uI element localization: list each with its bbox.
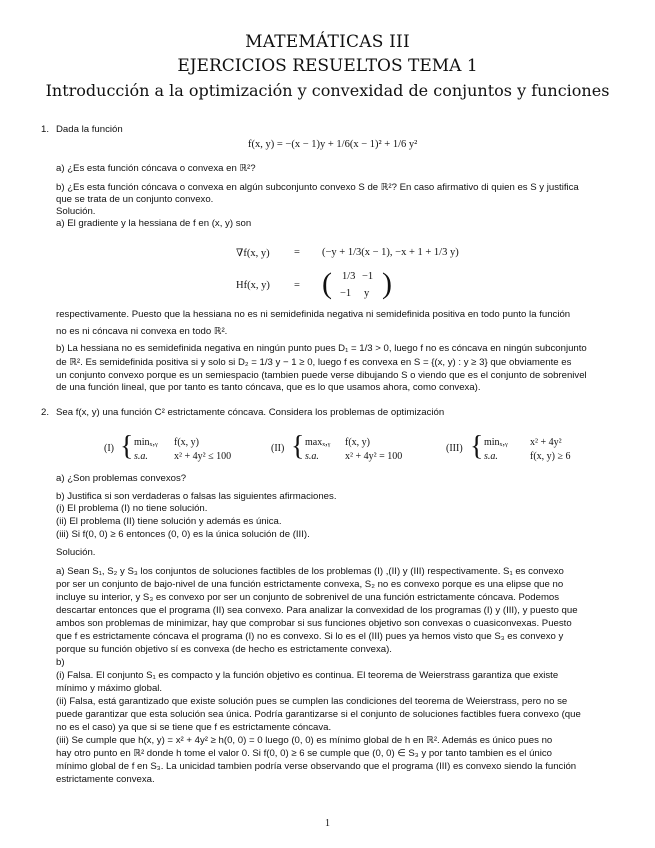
- exercise-1-function: f(x, y) = −(x − 1)y + 1/6(x − 1)² + 1/6 y²: [248, 139, 418, 150]
- problem-II-brace: {: [291, 431, 305, 462]
- problem-I-objective-op: minₓ,ᵧ: [134, 437, 158, 448]
- exercise-2-solution-label: Solución.: [56, 547, 96, 558]
- exercise-2-solution-line-3: incluye su interior, y S₃ es convexo por ser un conjunto de sobrenivel de una función estrictamente cóncava. Podemos: [56, 592, 560, 603]
- exercise-1-question-a: a) ¿Es esta función cóncava o convexa en ℝ²?: [56, 163, 256, 174]
- hessian-cell-21: −1: [340, 288, 352, 299]
- exercise-1-paragraph-4: de ℝ². Es semidefinida positiva si y solo si D₂ = 1/3 y − 1 ≥ 0, luego f es convexa en S = {(x, y) : y ≥ 3} que obviamente es: [56, 357, 572, 368]
- hessian-cell-22: y: [364, 288, 370, 299]
- problem-II: [271, 431, 421, 465]
- hessian-cell-12: −1: [362, 271, 374, 282]
- exercise-2-solution-line-6: que f es estrictamente cóncava el programa (I) no es convexo. Si lo es el (III) pues ya hemos visto que S₃ es convexo y: [56, 631, 564, 642]
- problem-II-objective-op: maxₓ,ᵧ: [305, 437, 331, 448]
- exercise-2-intro: Sea f(x, y) una función C² estrictamente cóncava. Considera los problemas de optimización: [56, 407, 445, 418]
- doc-topic: Introducción a la optimización y convexidad de conjuntos y funciones: [45, 81, 610, 100]
- problem-III-constraint: f(x, y) ≥ 6: [530, 451, 571, 462]
- exercise-2-solution-line-13: no es el caso) ya que si se tiene que f es estrictamente cóncava.: [56, 722, 332, 733]
- exercise-2-solution-line-16: mínimo global de f en S₃. La unicidad tambien podría verse observando que el programa (III) es convexo siendo la función: [56, 761, 577, 772]
- gradient-label: ∇f(x, y): [236, 248, 270, 259]
- exercise-2-question-a: a) ¿Son problemas convexos?: [56, 473, 187, 484]
- hessian-left-paren: (: [322, 267, 332, 300]
- exercise-2-solution-line-7: porque su función objetivo sí es convexa (de hecho es estrictamente convexa).: [56, 644, 392, 655]
- exercise-1-paragraph-2: no es ni cóncava ni convexa en todo ℝ².: [56, 326, 228, 337]
- problem-III-objective-op: minₓ,ᵧ: [484, 437, 508, 448]
- gradient-value: (−y + 1/3(x − 1), −x + 1 + 1/3 y): [322, 247, 459, 258]
- exercise-1-solution-label: Solución.: [56, 206, 96, 217]
- exercise-1-solution-a: a) El gradiente y la hessiana de f en (x, y) son: [56, 218, 252, 229]
- exercise-2-solution-line-10: mínimo y máximo global.: [56, 683, 163, 694]
- exercise-2-solution-line-2: por ser un conjunto de bajo-nivel de una función estrictamente convexa, S₂ no es convexo porque es una elipse que no: [56, 579, 564, 590]
- exercise-2-solution-line-11: (ii) Falsa, está garantizado que existe solución pues se cumplen las condiciones del teorema de Weierstrass, pero no se: [56, 696, 568, 707]
- problem-III: [446, 431, 596, 465]
- exercise-1-paragraph-6: de una función lineal, que por tanto es tanto cóncava, que es lo que usamos ahora, como convexa).: [56, 382, 481, 393]
- exercise-1-intro: Dada la función: [56, 124, 123, 135]
- page-number: 1: [325, 818, 330, 829]
- gradient-equals: =: [294, 247, 300, 258]
- problem-III-brace: {: [470, 431, 484, 462]
- exercise-2-solution-line-15: hay otro punto en ℝ² donde h tome el valor 0. Si f(0, 0) ≥ 6 se cumple que (0, 0) ∈ S₃ y por tanto tambien es el único: [56, 748, 553, 759]
- exercise-1-question-b-line1: b) ¿Es esta función cóncava o convexa en algún subconjunto convexo S de ℝ²? En caso afirmativo di quien es S y justifica: [56, 182, 579, 193]
- doc-subtitle: EJERCICIOS RESUELTOS TEMA 1: [177, 56, 478, 76]
- exercise-2-question-b: b) Justifica si son verdaderas o falsas las siguientes afirmaciones.: [56, 491, 337, 502]
- problem-III-subject-to: s.a.: [484, 451, 498, 462]
- hessian-label: Hf(x, y): [236, 280, 270, 291]
- problem-III-label: (III): [446, 443, 463, 454]
- exercise-2-solution-line-17: estrictamente convexa.: [56, 774, 155, 785]
- problem-II-objective: f(x, y): [345, 437, 370, 448]
- exercise-2-solution-line-12: puede garantizar que esta solución sea única. Podría garantizarse si el conjunto de soluciones factibles fuera convexo (que: [56, 709, 581, 720]
- exercise-1-question-b-line2: que se trata de un conjunto convexo.: [56, 194, 214, 205]
- exercise-1-number: 1.: [41, 124, 50, 135]
- problem-I-objective: f(x, y): [174, 437, 199, 448]
- problem-I-subject-to: s.a.: [134, 451, 148, 462]
- exercise-2-statement-ii: (ii) El problema (II) tiene solución y además es única.: [56, 516, 282, 527]
- hessian-equals: =: [294, 280, 300, 291]
- exercise-2-solution-line-8: b): [56, 657, 65, 668]
- exercise-2-solution-line-14: (iii) Se cumple que h(x, y) = x² + 4y² ≥ h(0, 0) = 0 luego (0, 0) es mínimo global de h en ℝ². Además es único pues no: [56, 735, 553, 746]
- exercise-1-paragraph-1: respectivamente. Puesto que la hessiana no es ni semidefinida negativa ni semidefinida positiva en todo punto la función: [56, 309, 571, 320]
- exercise-2-statement-i: (i) El problema (I) no tiene solución.: [56, 503, 208, 514]
- doc-title: MATEMÁTICAS III: [245, 32, 410, 52]
- exercise-2-number: 2.: [41, 407, 50, 418]
- problem-I-constraint: x² + 4y² ≤ 100: [174, 451, 232, 462]
- problem-I-label: (I): [104, 443, 114, 454]
- problem-II-constraint: x² + 4y² = 100: [345, 451, 403, 462]
- exercise-2-solution-line-9: (i) Falsa. El conjunto S₁ es compacto y la función objetivo es continua. El teorema de Weierstrass garantiza que existe: [56, 670, 559, 681]
- exercise-2-solution-line-4: descartar entonces que el programa (II) sea convexo. Para analizar la convexidad de los programas (I) y (III), y puesto que: [56, 605, 578, 616]
- problem-III-objective: x² + 4y²: [530, 437, 562, 448]
- hessian-cell-11: 1/3: [342, 271, 356, 282]
- exercise-1-paragraph-5: un conjunto convexo porque es un semiespacio (tambien puede verse dibujando S o viendo que es el conjunto de sobrenivel: [56, 370, 587, 381]
- problem-II-subject-to: s.a.: [305, 451, 319, 462]
- exercise-2-statement-iii: (iii) Si f(0, 0) ≥ 6 entonces (0, 0) es la única solución de (III).: [56, 529, 310, 540]
- exercise-1-paragraph-3: b) La hessiana no es semidefinida negativa en ningún punto pues D₁ = 1/3 > 0, luego f no es cóncava en ningún subconjunto: [56, 343, 587, 354]
- problem-II-label: (II): [271, 443, 285, 454]
- exercise-2-solution-line-5: ambos son problemas de minimizar, hay que comprobar si sus funciones objetivo son convexas o cuasiconvexas. Puesto: [56, 618, 572, 629]
- problem-I: [104, 431, 254, 465]
- exercise-2-solution-line-1: a) Sean S₁, S₂ y S₃ los conjuntos de soluciones factibles de los problemas (I) ,(II) y (III) respectivamente. S₁ es convexo: [56, 566, 564, 577]
- problem-I-brace: {: [120, 431, 134, 462]
- hessian-right-paren: ): [382, 267, 392, 300]
